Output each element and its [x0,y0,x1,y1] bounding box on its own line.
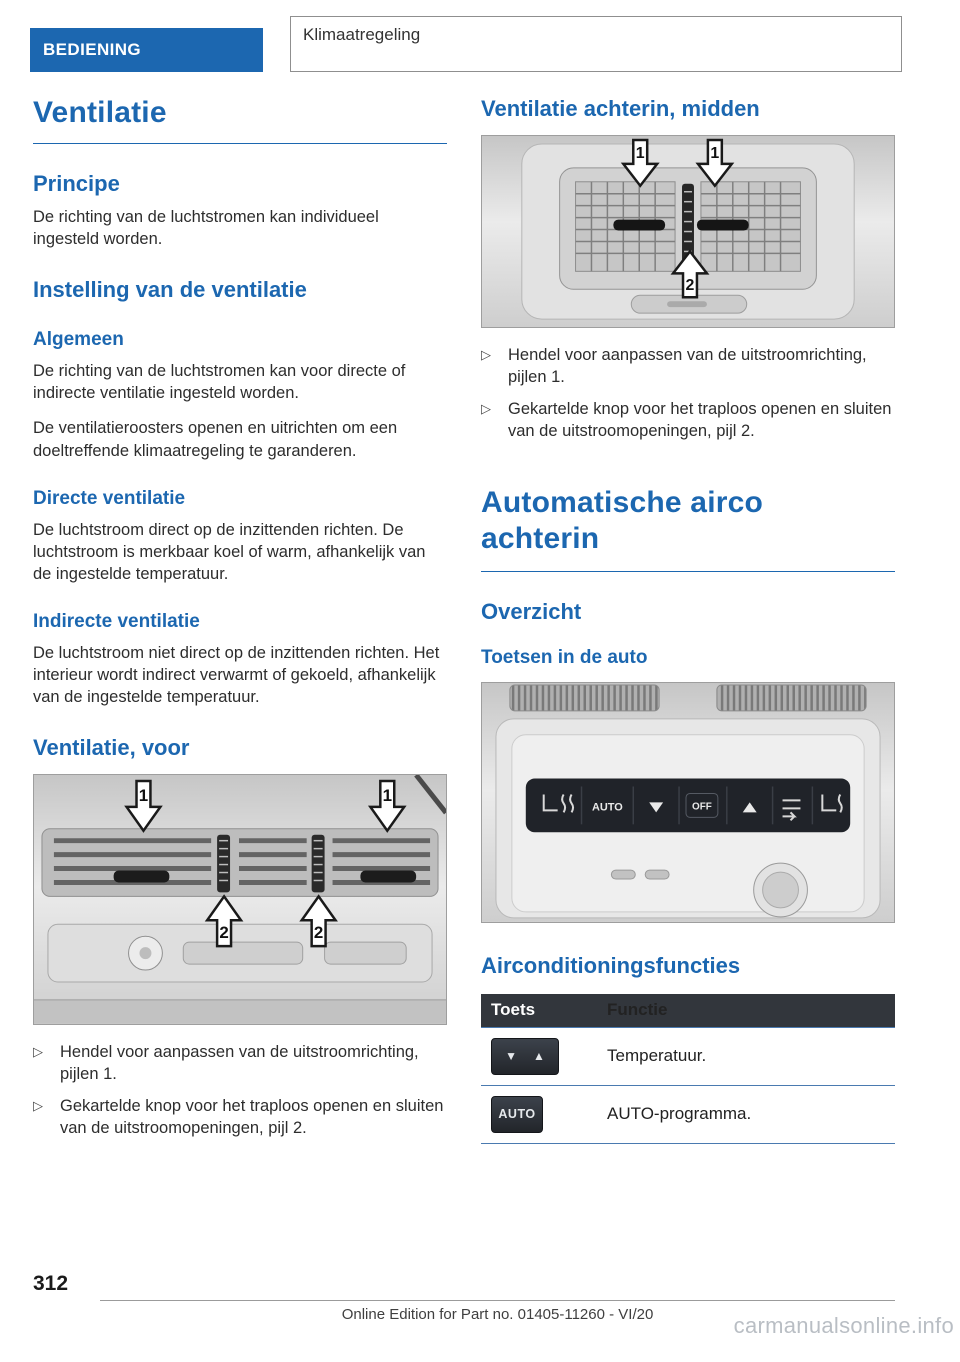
heading-directe-ventilatie: Directe ventilatie [33,487,186,509]
console-slot [611,870,635,879]
footer-rule [100,1300,895,1301]
right-column [481,96,895,1144]
temperature-button-icon [491,1038,559,1075]
table-header-row [481,994,895,1028]
top-grill-right [717,685,866,711]
left-column [33,96,447,1140]
watermark: carmanualsonline.info [733,1313,954,1338]
svg-text:1: 1 [138,786,149,806]
paragraph-directe: De luchtstroom direct op de inzittenden richten. De luchtstroom is merkbaar koel of warm, afhankelijk van de ingestelde temperatuur. [33,520,426,583]
rear-vent-handle-right [697,220,749,231]
svg-text:2: 2 [219,923,229,943]
list-item [481,344,895,388]
heading-algemeen: Algemeen [33,329,124,351]
figure-rear-climate-panel [481,682,895,923]
triangle-bullet-icon: ▷ [481,401,491,417]
chapter-box [290,16,902,72]
rear-vents-illustration [482,136,894,327]
heading-ventilatie-voor: Ventilatie, voor [33,735,190,761]
list-item [33,1041,447,1085]
table-row [481,1028,895,1086]
knurled-knob-right [312,835,325,893]
bullet-text: Gekartelde knop voor het traploos openen en sluiten van de uitstroomopeningen, pijl 2. [508,400,892,441]
chapter-title: Klimaatregeling [303,25,421,44]
table-header-toets: Toets [491,1000,536,1020]
triangle-bullet-icon: ▷ [33,1098,43,1114]
table-cell-key [481,1088,607,1141]
svg-text:1: 1 [635,144,645,162]
off-key-label: OFF [691,801,712,813]
front-vents-bullets [33,1041,447,1139]
paragraph-indirecte: De luchtstroom niet direct op de inzittenden richten. Het interieur wordt indirect verwarmt of gekoeld, afhankelijk van de ingestelde temperatuur. [33,643,440,707]
bullet-text: Hendel voor aanpassen van de uitstroomrichting, pijlen 1. [60,1043,419,1084]
triangle-bullet-icon: ▷ [33,1044,43,1060]
heading-indirecte-ventilatie: Indirecte ventilatie [33,610,200,632]
svg-text:2: 2 [685,277,695,295]
control-strip [526,778,850,832]
figure-rear-vents [481,135,895,328]
vent-handle-right [360,871,416,883]
heading-airconditioningsfuncties: Airconditioningsfuncties [481,952,741,978]
paragraph-principe: De richting van de luchtstromen kan individueel ingesteld worden. [33,208,379,249]
heading-ventilatie: Ventilatie [33,96,447,144]
heading-ventilatie-achterin: Ventilatie achterin, midden [481,96,760,121]
rear-vent-handle-left [613,220,665,231]
table-cell-function: Temperatuur. [607,1046,707,1066]
bullet-text: Hendel voor aanpassen van de uitstroomrichting, pijlen 1. [508,346,867,387]
auto-key-label: AUTO [591,801,623,814]
heading-toetsen: Toetsen in de auto [481,646,648,668]
table-cell-key [481,1030,607,1083]
list-item [33,1095,447,1139]
console-slot [645,870,669,879]
svg-text:1: 1 [710,144,720,162]
paragraph-algemeen-2: De ventilatieroosters openen en uitrichten om een doeltreffende klimaatregeling te garanderen. [33,419,398,460]
top-grill-left [510,685,659,711]
list-item [481,398,895,442]
auto-button-icon: AUTO [491,1096,543,1133]
paragraph-algemeen-1: De richting van de luchtstromen kan voor directe of indirecte ventilatie ingesteld worden. [33,362,406,403]
edition-note: Online Edition for Part no. 01405-11260 - VI/20 [341,1306,654,1323]
figure-front-vents [33,774,447,1025]
heading-principe: Principe [33,171,120,196]
svg-text:2: 2 [313,923,324,943]
page-number: 312 [33,1272,69,1295]
heading-automatische-airco-text: Automatische airco achterin [481,485,764,556]
rear-vents-bullets [481,344,895,442]
rear-climate-panel-illustration [482,683,894,922]
table-cell-function: AUTO-programma. [607,1104,752,1124]
vent-handle-left [114,871,170,883]
triangle-bullet-icon: ▷ [481,347,491,363]
svg-text:1: 1 [382,786,392,806]
table-row [481,1086,895,1144]
table-header-functie: Functie [607,1000,668,1020]
heading-automatische-airco [481,485,895,572]
ac-functions-table [481,994,895,1144]
heading-overzicht: Overzicht [481,598,582,624]
bullet-text: Gekartelde knop voor het traploos openen en sluiten van de uitstroomopeningen, pijl 2. [60,1097,444,1138]
front-vents-illustration [34,775,446,1024]
temp-down-glyph: ▼ [505,1049,517,1064]
section-tab: BEDIENING [30,28,263,72]
heading-instelling: Instelling van de ventilatie [33,277,307,303]
temp-up-glyph: ▲ [533,1049,545,1064]
knurled-knob-left [217,835,230,893]
